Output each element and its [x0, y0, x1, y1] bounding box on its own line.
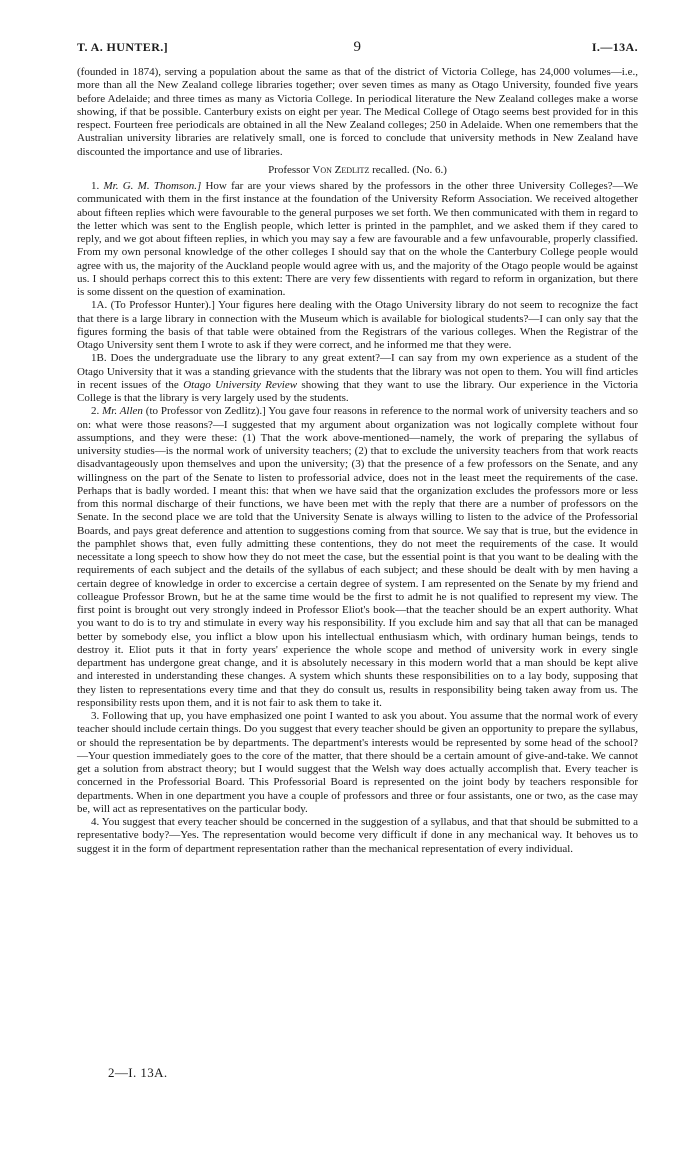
question-1	[77, 180, 638, 299]
header-witness-name: T. A. HUNTER.]	[77, 40, 169, 54]
page-header	[77, 40, 638, 58]
question-2	[77, 405, 638, 710]
heading-witness-name: Von Zedlitz	[312, 163, 370, 176]
header-page-number: 9	[353, 39, 362, 55]
question-text: How far are your views shared by the professors in the other three University Colleges?—We communicated with them in the first instance at the foundation of the University Reform Association. We received altogether about fifteen replies which were favourable to the general purposes we set forth. We then communicated with them in regard to the letter which was sent to the English people, which letter is printed in the pamphlet, and we asked them if they cared to reply, and we got about fifteen replies, in which you may say a few are favourable and a few unfavourable, properly classified. From my own personal knowledge of the other colleges I should say that on the whole the Canterbury College people would agree with us, the majority of the Auckland people would agree with us, and the majority of the Otago people would be against us. I should perhaps correct this to this extent: There are very few dissentients with regard to reform in organization, but there is some dissent on the question of examination.	[77, 180, 638, 298]
question-text-after: showing that they want to use the library. Our experience in the Victoria College is that the library is very largely used by the students.	[77, 378, 638, 404]
signature-mark: 2—I. 13A.	[108, 1065, 168, 1080]
speaker-name: Mr. G. M. Thomson.]	[103, 180, 202, 192]
question-number: 2.	[91, 405, 103, 418]
header-paper-reference: I.—13A.	[591, 40, 638, 54]
heading-pre: Professor	[268, 163, 313, 176]
document-body	[77, 66, 638, 856]
question-1a: 1A. (To Professor Hunter).] Your figures here dealing with the Otago University library do not seem to recognize the fact that there is a large library in connection with the Museum which is available for biological students?—I can only say that the figures forming the basis of that table were obtained from the Registrars of the various colleges. When the Registrar of the Otago University sent them I wrote to ask if they were correct, and he informed me that they were.	[77, 299, 638, 351]
question-1b	[77, 352, 638, 405]
heading-post: recalled. (No. 6.)	[369, 163, 447, 176]
paragraph-library-comparison: (founded in 1874), serving a population about the same as that of the district of Victoria College, has 24,000 volumes—i.e., more than all the New Zealand college libraries together; over seven times as many as Otago University, founded five years before Adelaide; and three times as many as Victoria College. In periodical literature the New Zealand colleges make a worse showing, if that be possible. Canterbury exists on eight per year. The Medical College of Otago seems best provided for in this respect. Fourteen free periodicals are obtained in all the New Zealand colleges; 250 in Adelaide. When one remembers that the Australian university libraries are relatively small, one is forced to conclude that university methods in New Zealand have discounted the importance and use of libraries.	[77, 66, 638, 158]
question-text: (to Professor von Zedlitz).] You gave four reasons in reference to the normal work of university teachers and so on: what were those reasons?—I suggested that my argument about organization was not logically complete without four assumptions, and they were these: (1) That the work above-mentioned—namely, the work of preparing the syllabus of university studies—is the normal work of university teachers; (2) that to exclude the university teachers from that work reacts disadvantageously upon themselves and upon the university; (3) that the presence of a few professors on the Senate, and any willingness on the part of the Senate to listen to professorial advice, does not in the least meet the requirements of the case. Perhaps that is badly worded. I meant this: that when we have said that the organization excludes the professors more or less from this normal discharge of their functions, we have been met with the reply that there are a number of professors on the Senate. In the second place we are told that the University Senate is always willing to listen to the advice of the Professorial Boards, and pays great deference and attention to suggestions coming from that source. We say that is true, but the evidence in the pamphlet shows that, even fully admitting these contentions, they do not meet the requirements of the case. It would necessitate a long speech to show how they do not meet the case, but the essential point is that you want to be dealing with the requirements of each subject and the details of the syllabus of each subject; and these should be dealt with by men having a certain degree of knowledge in order to excercise a certain degree of system. I am represented on the Senate by my friend and colleague Professor Brown, but he at the same time would be the first to admit he is not qualified to represent my view. The first point is brought out very strongly indeed in Professor Eliot's book—that the teacher should be an expert authority. What you want to do is to try and stimulate in every way his responsibility. If you exclude him and say that all that can be managed better by somebody else, you inflict a blow upon his intellectual enthusiasm which, with ordinary human beings, tends to destroy it. Eliot puts it that in forty years' experience the whole scope and method of university work in every single department has undergone great change, and it is absolutely necessary in this modern world that a man should be kept alive and interested in understanding these changes. A system which shunts these responsibilities on to a lay body, supposing that they listen to representations every time and that they do consult us, results in responsibility being taken away from us. The responsibility rests upon them, and it is not fair to ask them to take it.	[77, 405, 638, 709]
question-4: 4. You suggest that every teacher should be concerned in the suggestion of a syllabus, and that that should be submitted to a representative body?—Yes. The representation would become very difficult if done in any mechanical way. It behoves us to suggest it in the form of department representation rather than the mechanical representation of every individual.	[77, 816, 638, 855]
question-number: 1.	[91, 180, 104, 192]
witness-heading	[77, 164, 638, 177]
question-text-before: 1B. Does the undergraduate use the library to any great extent?—I can say from my own experience as a student of the Otago University that it was a standing grievance with the students that the library was not open to them. You will find articles in recent issues of the	[77, 352, 638, 391]
speaker-name: Mr. Allen	[102, 405, 143, 418]
question-3: 3. Following that up, you have emphasized one point I wanted to ask you about. You assume that the normal work of every teacher should include certain things. Do you suggest that every teacher should be given an opportunity to prepare the syllabus, or should the representation be by departments. The department's interests would be represented by some head of the school?—Your question immediately goes to the core of the matter, that there should be a certain amount of give-and-take. We cannot get a solution from abstract theory; but I would suggest that the Welsh way does actually accomplish that. Every teacher is concerned in the Professorial Board. This Professorial Board is represented on the joint body by teachers responsible for departments. When in one department you have a couple of professors and three or four assistants, one or two, as the case may be, will act as representatives on the particular body.	[77, 710, 638, 815]
journal-title: Otago University Review	[183, 378, 298, 391]
